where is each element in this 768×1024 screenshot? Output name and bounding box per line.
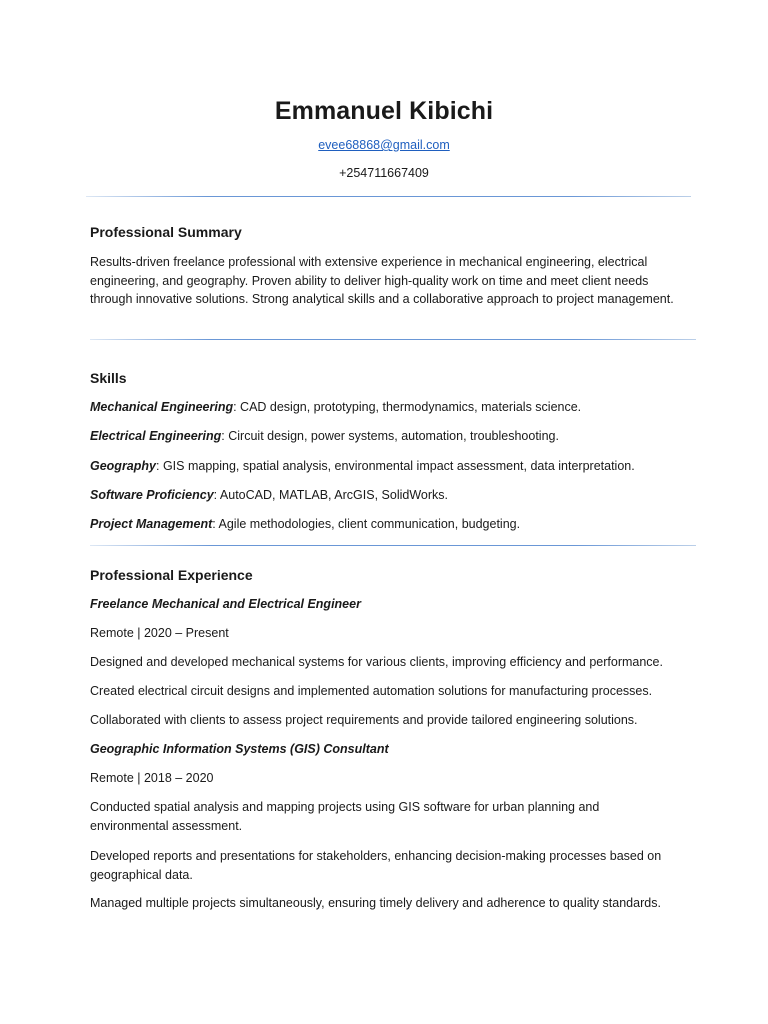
summary-heading: Professional Summary [90,224,242,240]
skill-label: Geography [90,459,156,473]
skill-text: : AutoCAD, MATLAB, ArcGIS, SolidWorks. [213,488,448,502]
job-title: Geographic Information Systems (GIS) Consultant [90,742,389,756]
skill-item [90,457,680,475]
job-title: Freelance Mechanical and Electrical Engineer [90,597,361,611]
skill-item [90,427,680,445]
phone-number: +254711667409 [339,166,429,180]
skill-label: Mechanical Engineering [90,400,234,414]
job-bullet: Developed reports and presentations for stakeholders, enhancing decision-making processes based on geographical data. [90,849,662,882]
skill-item [90,486,680,504]
candidate-name: Emmanuel Kibichi [274,97,494,125]
job-meta: Remote | 2020 – Present [90,626,229,640]
summary-text: Results-driven freelance professional with extensive experience in mechanical engineering, electrical engineering, and geography. Proven ability to deliver high-quality work on time and meet client needs through innovative solutions. Strong analytical skills and a collaborative approach to project management. [90,255,674,306]
experience-section [90,566,680,926]
skill-item [90,515,680,533]
skill-label: Software Proficiency [90,488,214,502]
job-meta: Remote | 2018 – 2020 [90,771,214,785]
skill-label: Project Management [90,517,213,531]
skill-text: : CAD design, prototyping, thermodynamics, materials science. [233,400,582,414]
header-divider [86,196,691,197]
skill-label: Electrical Engineering [90,429,222,443]
skill-text: : GIS mapping, spatial analysis, environmental impact assessment, data interpretation. [156,459,635,473]
resume-header [0,94,768,180]
job-bullet: Collaborated with clients to assess project requirements and provide tailored engineering solutions. [90,713,638,727]
summary-section [90,223,680,309]
job-bullet: Designed and developed mechanical systems for various clients, improving efficiency and performance. [90,655,663,669]
summary-divider [90,339,696,340]
skill-text: : Circuit design, power systems, automation, troubleshooting. [221,429,559,443]
skill-item [90,398,680,416]
skills-heading: Skills [90,370,127,386]
email-link[interactable]: evee68868@gmail.com [318,138,450,152]
experience-heading: Professional Experience [90,567,253,583]
skills-section [90,369,680,539]
job-bullet: Conducted spatial analysis and mapping projects using GIS software for urban planning and environmental assessment. [90,800,600,833]
skills-divider [90,545,696,546]
skill-text: : Agile methodologies, client communication, budgeting. [212,517,521,531]
job-bullet: Managed multiple projects simultaneously, ensuring timely delivery and adherence to quality standards. [90,896,661,910]
job-bullet: Created electrical circuit designs and implemented automation solutions for manufacturing processes. [90,684,653,698]
